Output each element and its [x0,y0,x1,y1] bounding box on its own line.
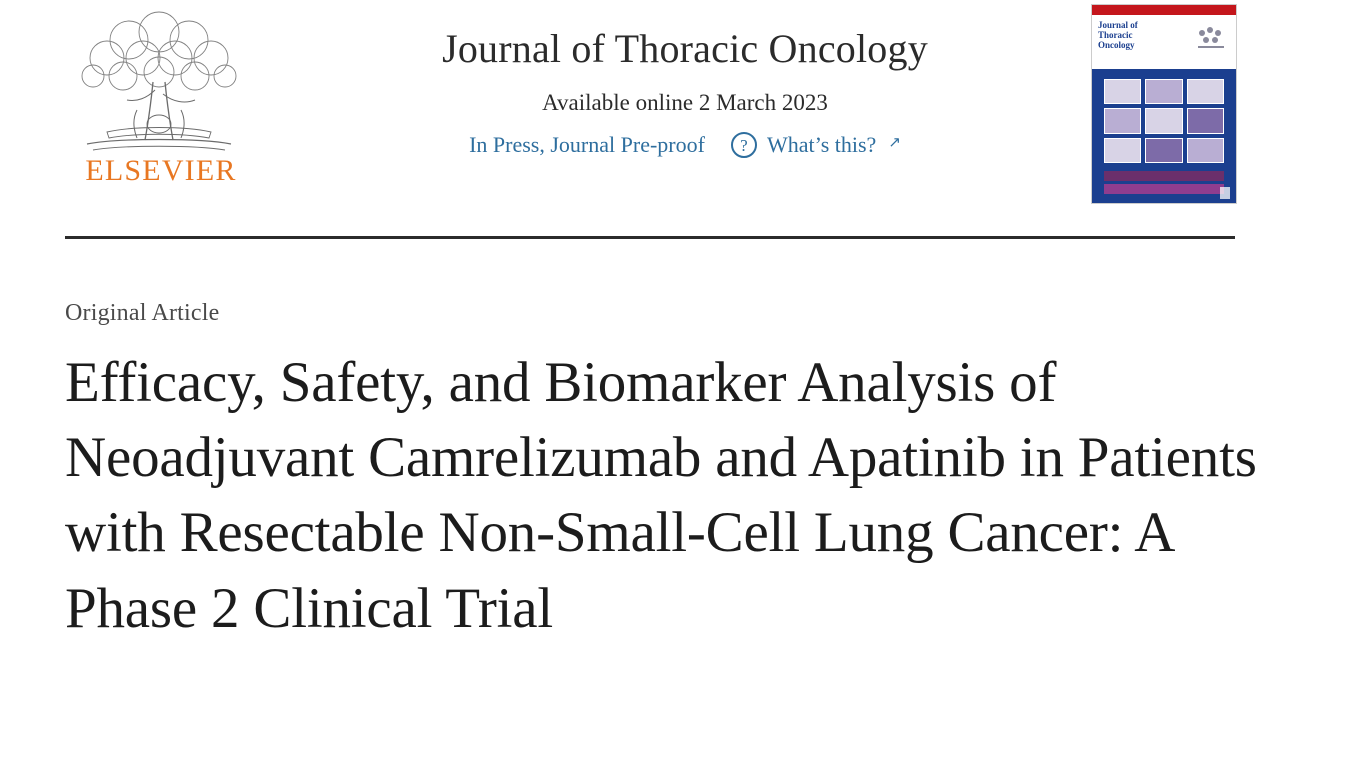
cover-color-bar [1104,184,1224,194]
cover-grid-cell [1187,79,1224,104]
article-type-label: Original Article [65,300,220,326]
journal-header [45,0,1305,232]
elsevier-logo[interactable] [63,6,263,206]
cover-grid-cell [1145,79,1182,104]
cover-grid-cell [1187,138,1224,163]
question-mark-icon: ? [731,132,757,158]
cover-grid-cell [1145,138,1182,163]
journal-cover-thumbnail[interactable] [1091,4,1237,204]
cover-corner-mark [1220,187,1230,199]
page-title: Efficacy, Safety, and Biomarker Analysis of Neoadjuvant Camrelizumab and Apatinib in Patients with Resectable Non-Small-Cell Lung Cancer: A Phase 2 Clinical Trial [65,351,1257,640]
cover-image-grid [1104,79,1224,163]
elsevier-wordmark: ELSEVIER [85,154,237,187]
press-status-row [285,132,1085,158]
article-block [45,300,1305,646]
cover-masthead [1092,15,1236,69]
cover-grid-cell [1104,108,1141,133]
page-right-margin [1346,0,1350,760]
cover-journal-title: Journal of Thoracic Oncology [1098,20,1138,50]
cover-color-bar [1104,171,1224,181]
whats-this-link[interactable] [731,132,901,158]
cover-society-emblem-icon [1194,25,1228,51]
journal-title: Journal of Thoracic Oncology [442,26,928,71]
cover-grid-cell [1187,108,1224,133]
cover-grid-cell [1145,108,1182,133]
cover-top-band [1092,5,1236,15]
external-link-arrow-icon: ↗ [888,133,901,151]
elsevier-tree-icon [63,6,255,158]
cover-artwork [1092,69,1236,203]
whats-this-label: What’s this? [766,132,877,157]
header-divider [65,236,1235,239]
cover-grid-cell [1104,138,1141,163]
cover-grid-cell [1104,79,1141,104]
journal-info [285,26,1085,158]
availability-text: Available online 2 March 2023 [542,90,828,115]
press-status-label: In Press, Journal Pre-proof [469,132,705,157]
